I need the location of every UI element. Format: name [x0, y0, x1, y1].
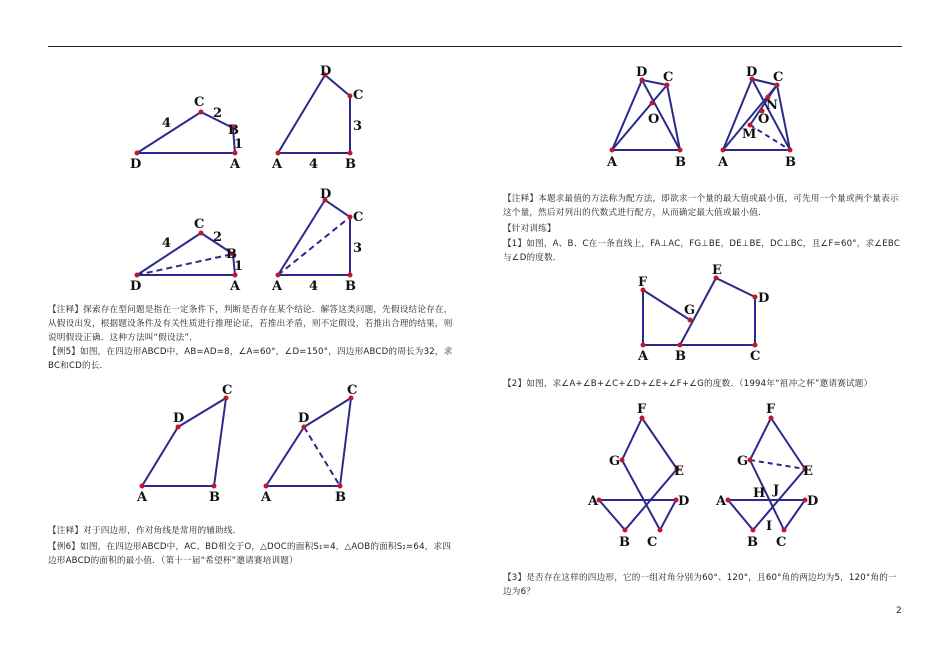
note-assumption: 【注释】探索存在型问题是指在一定条件下，判断是否存在某个结论．解答这类问题，先假设结论存在，从假设出发，根据题设条件及有关性质进行推理论证，若推出矛盾，则不定假设，若推出合理的结果，则说明假设正确．这种方法叫“假设法”． — [48, 305, 453, 343]
label: F — [638, 275, 648, 290]
label: O — [648, 112, 660, 127]
example-5: 【例5】如图，在四边形ABCD中，AB=AD=8，∠A=60°，∠D=150°，四边形ABCD的周长为32，求BC和CD的长． — [48, 347, 453, 371]
practice-heading: 【针对训练】 — [503, 224, 556, 234]
label: A — [137, 490, 148, 505]
note-diagonal: 【注释】对于四边形，作对角线是常用的辅助线． — [48, 526, 242, 536]
note-completing-square: 【注释】本题求最值的方法称为配方法，即欲求一个量的最大值或最小值，可先用一个量或两个量表示这个量，然后对列出的代数式进行配方，从而确定最大值或最小值． — [503, 194, 899, 218]
label: G — [684, 303, 696, 318]
label: A — [607, 155, 618, 170]
figure-ex6-right — [723, 79, 790, 150]
length-label: 4 — [309, 279, 319, 294]
label: C — [222, 383, 233, 398]
label: B — [785, 155, 796, 170]
label: A — [272, 157, 283, 172]
length-label: 4 — [162, 116, 172, 131]
page-number: 2 — [896, 606, 902, 616]
label: C — [776, 535, 787, 550]
label: H — [753, 486, 766, 501]
label: C — [194, 95, 205, 110]
label: D — [758, 291, 770, 306]
label: B — [345, 279, 356, 294]
figure-q1 — [643, 278, 755, 345]
label: J — [773, 483, 780, 498]
label: D — [320, 64, 332, 79]
figure-quad1-right — [278, 75, 350, 153]
label: C — [663, 70, 674, 85]
label: G — [737, 454, 749, 469]
label: C — [773, 70, 784, 85]
label: D — [678, 494, 690, 509]
label: A — [638, 349, 649, 364]
label: A — [261, 490, 272, 505]
label: B — [335, 490, 346, 505]
question-1: 【1】如图，A、B、C在一条直线上，FA⊥AC，FG⊥BE，DE⊥BE，DC⊥BC，且∠F=60°，求∠EBC与∠D的度数． — [503, 239, 901, 263]
label: C — [750, 349, 761, 364]
length-label: 1 — [234, 137, 244, 152]
label: A — [716, 494, 727, 509]
label: B — [675, 155, 686, 170]
label: C — [647, 535, 658, 550]
length-label: 2 — [213, 106, 223, 121]
length-label: 2 — [213, 230, 223, 245]
figure-q2-left — [599, 418, 677, 530]
label: D — [130, 157, 142, 172]
label: D — [130, 279, 142, 294]
label: A — [230, 157, 241, 172]
label: D — [746, 65, 758, 80]
label: A — [588, 494, 599, 509]
label: E — [712, 263, 722, 278]
label: D — [173, 411, 185, 426]
figure-ex6-left — [612, 80, 680, 150]
figure-q2-right — [728, 418, 805, 530]
label: O — [758, 112, 770, 127]
label: A — [272, 279, 283, 294]
length-label: 4 — [162, 236, 172, 251]
label: B — [209, 490, 220, 505]
length-label: 4 — [309, 157, 319, 172]
label: F — [637, 402, 647, 417]
label: D — [320, 187, 332, 202]
question-3: 【3】是否存在这样的四边形，它的一组对角分别为60°、120°，且60°角的两边均为5，120°角的一边为6？ — [503, 573, 897, 597]
label: D — [298, 411, 310, 426]
label: C — [347, 383, 358, 398]
figure-quad2-right — [278, 200, 350, 275]
label: I — [766, 519, 773, 534]
label: E — [674, 464, 684, 479]
label: C — [353, 88, 364, 103]
label: B — [228, 123, 239, 138]
label: B — [226, 247, 237, 262]
example-6: 【例6】如图，在四边形ABCD中，AC、BD相交于O，△DOC的面积S₁=4，△AOB的面积S₂=64，求四边形ABCD的面积的最小值．（第十一届“希望杯”邀请赛培训题） — [48, 542, 452, 566]
label: B — [675, 349, 686, 364]
label: C — [194, 217, 205, 232]
label: M — [742, 127, 757, 142]
label: B — [345, 157, 356, 172]
label: E — [803, 464, 813, 479]
label: B — [747, 535, 758, 550]
label: A — [230, 279, 241, 294]
label: F — [766, 402, 776, 417]
length-label: 3 — [353, 119, 363, 134]
label: G — [609, 454, 621, 469]
label: B — [619, 535, 630, 550]
length-label: 1 — [234, 259, 244, 274]
label: D — [807, 494, 819, 509]
label: N — [766, 98, 778, 113]
label: D — [636, 65, 648, 80]
label: A — [718, 155, 729, 170]
question-2: 【2】如图，求∠A+∠B+∠C+∠D+∠E+∠F+∠G的度数．（1994年“祖冲之杯”邀请赛试题） — [503, 379, 873, 389]
length-label: 3 — [353, 241, 363, 256]
label: C — [353, 210, 364, 225]
